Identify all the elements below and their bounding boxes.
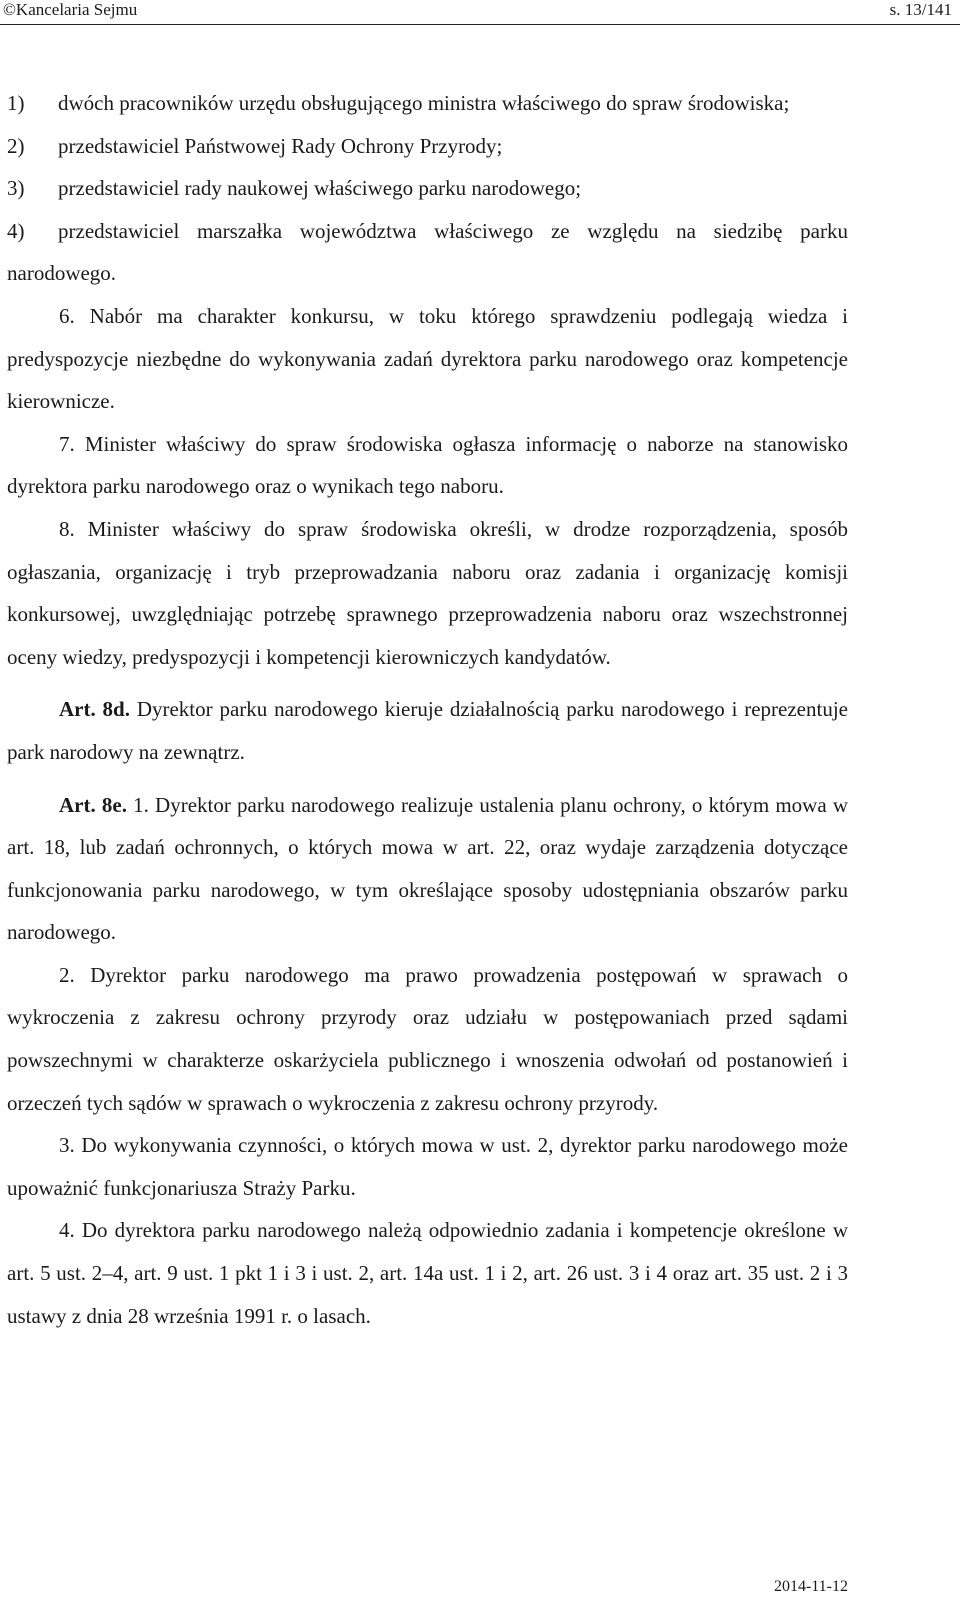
document-date: 2014-11-12 — [773, 1578, 848, 1595]
document-body — [7, 82, 848, 1337]
list-item: 2) przedstawiciel Państwowej Rady Ochrony Przyrody; — [7, 133, 503, 158]
article-8e-paragraph-3: 3. Do wykonywania czynności, o których mowa w ust. 2, dyrektor parku narodowego może upoważnić funkcjonariusza Straży Parku. — [7, 1133, 848, 1200]
article-8d: Art. 8d. Dyrektor parku narodowego kieruje działalnością parku narodowego i reprezentuje park narodowy na zewnątrz. — [7, 697, 848, 764]
list-item: 1) dwóch pracowników urzędu obsługującego ministra właściwego do spraw środowiska; — [7, 91, 790, 115]
copyright-label: ©Kancelaria Sejmu — [3, 0, 138, 19]
list-item: 4) przedstawiciel marszałka województwa właściwego ze względu na siedzibę parku narodowego. — [7, 218, 848, 286]
list-item: 3) przedstawiciel rady naukowej właściwego parku narodowego; — [7, 176, 582, 201]
paragraph-8: 8. Minister właściwy do spraw środowiska określi, w drodze rozporządzenia, sposób ogłaszania, organizację i tryb przeprowadzania naboru oraz zadania i organizację komisji konkursowej, uwzględniając potrzebę sprawnego przeprowadzenia naboru oraz wszechstronnej oceny wiedzy, predyspozycji i kompetencji kierowniczych kandydatów. — [7, 516, 848, 669]
paragraph-6: 6. Nabór ma charakter konkursu, w toku którego sprawdzeniu podlegają wiedza i predyspozycje niezbędne do wykonywania zadań dyrektora parku narodowego oraz kompetencje kierownicze. — [7, 303, 848, 414]
article-label: Art. 8d. — [59, 697, 130, 722]
paragraph-7: 7. Minister właściwy do spraw środowiska ogłasza informację o naborze na stanowisko dyrektora parku narodowego oraz o wynikach tego naboru. — [7, 431, 848, 499]
page-header — [0, 0, 960, 25]
article-8e-paragraph-4: 4. Do dyrektora parku narodowego należą odpowiednio zadania i kompetencje określone w art. 5 ust. 2–4, art. 9 ust. 1 pkt 1 i 3 i ust. 2, art. 14a ust. 1 i 2, art. 26 ust. 3 i 4 oraz art. 35 ust. 2 i 3 ustawy z dnia 28 września 1991 r. o lasach. — [7, 1218, 848, 1328]
article-label: Art. 8e. — [59, 792, 127, 817]
page-number: s. 13/141 — [889, 0, 952, 19]
article-8e-paragraph-2: 2. Dyrektor parku narodowego ma prawo prowadzenia postępowań w sprawach o wykroczenia z zakresu ochrony przyrody oraz udziału w postępowaniach przed sądami powszechnymi w charakterze oskarżyciela publicznego i wnoszenia odwołań od postanowień i orzeczeń tych sądów w sprawach o wykroczenia z zakresu ochrony przyrody. — [7, 962, 848, 1115]
article-8e: Art. 8e. 1. Dyrektor parku narodowego realizuje ustalenia planu ochrony, o którym mowa w art. 18, lub zadań ochronnych, o których mowa w art. 22, oraz wydaje zarządzenia dotyczące funkcjonowania parku narodowego, w tym określające sposoby udostępniania obszarów parku narodowego. — [7, 792, 848, 945]
